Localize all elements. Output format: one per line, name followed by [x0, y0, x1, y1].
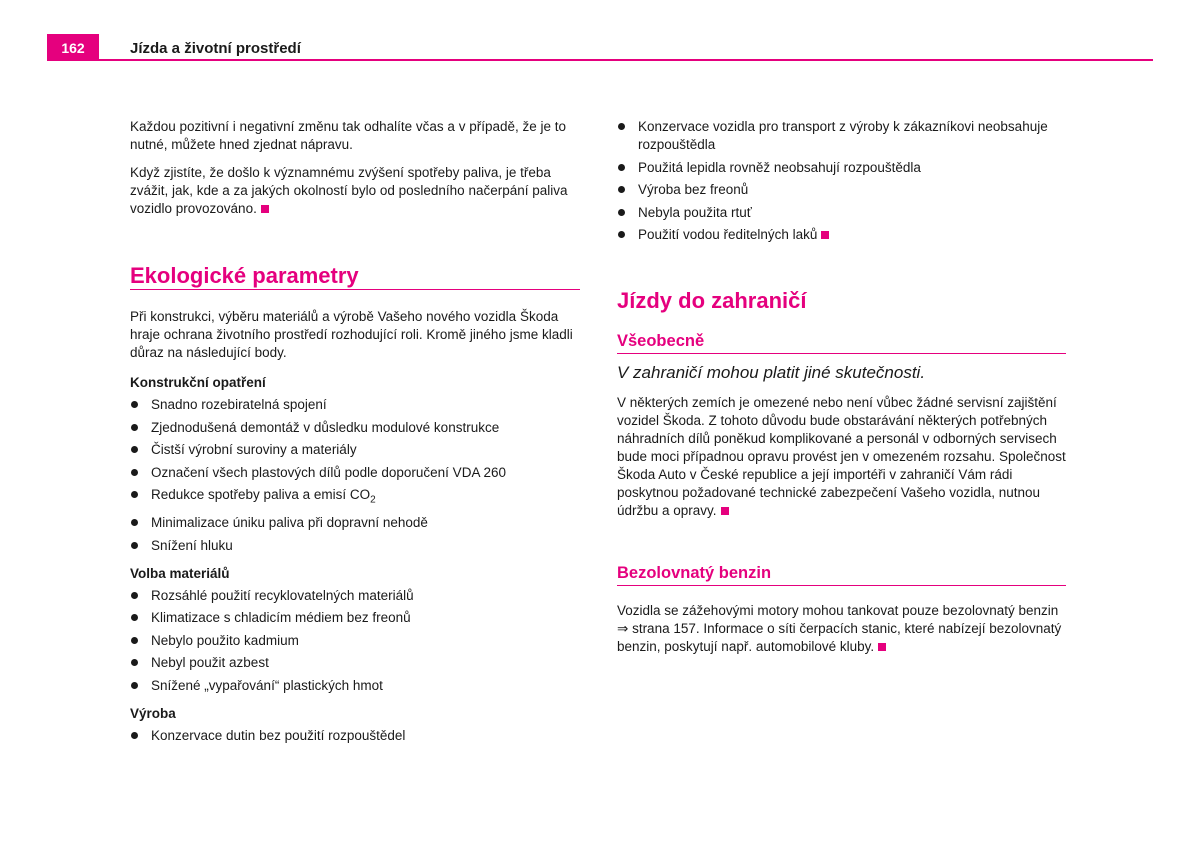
- right-column: [617, 118, 1066, 666]
- list-item: Nebylo použito kadmium: [130, 632, 580, 650]
- general-lead: V zahraničí mohou platit jiné skutečnosti.: [617, 363, 926, 382]
- arrow-icon: ⇒: [617, 621, 629, 636]
- left-column: [130, 118, 580, 749]
- ecology-intro: Při konstrukci, výběru materiálů a výrobě Vašeho nového vozidla Škoda hraje ochrana životního prostředí rozhodující roli. Kromě jiného jsme kladli důraz na následující body.: [130, 309, 573, 360]
- page-title: Jízda a životní prostředí: [130, 40, 301, 57]
- section-title-ecology: Ekologické parametry: [130, 267, 580, 290]
- production-list: [130, 727, 580, 745]
- group-title-production: Výroba: [130, 705, 176, 721]
- section-title-abroad: Jízdy do zahraničí: [617, 288, 807, 313]
- list-item: Zjednodušená demontáž v důsledku modulové konstrukce: [130, 419, 580, 437]
- list-item: Snížení hluku: [130, 537, 580, 555]
- list-item: Klimatizace s chladicím médiem bez freonů: [130, 609, 580, 627]
- list-item: Rozsáhlé použití recyklovatelných materiálů: [130, 587, 580, 605]
- list-item: Snížené „vypařování“ plastických hmot: [130, 677, 580, 695]
- section-end-mark: [261, 205, 269, 213]
- page-number: 162: [47, 34, 99, 60]
- list-item: Minimalizace úniku paliva při dopravní nehodě: [130, 514, 580, 532]
- subsection-title-general: Všeobecně: [617, 332, 1066, 354]
- list-item: Označení všech plastových dílů podle doporučení VDA 260: [130, 464, 580, 482]
- group-title-construction: Konstrukční opatření: [130, 375, 266, 390]
- group-title-materials: Volba materiálů: [130, 565, 230, 581]
- list-item: Konzervace vozidla pro transport z výroby k zákazníkovi neobsahuje rozpouštědla: [617, 118, 1066, 154]
- list-item: Použití vodou ředitelných laků: [617, 226, 1066, 244]
- list-item: Nebyl použit azbest: [130, 654, 580, 672]
- list-item: Výroba bez freonů: [617, 181, 1066, 199]
- header-rule: [47, 59, 1153, 61]
- general-text: V některých zemích je omezené nebo není vůbec žádné servisní zajištění vozidel Škoda. Z tohoto důvodu bude obstarávání některých potřebných náhradních dílů poněkud komplikované a personál v odborných servisech bude moci případnou opravu provést jen v omezeném rozsahu. Společnost Škoda Auto v České republice a její importéři v zahraničí Vám rádi poskytnou požadované technické zabezpečení Vašeho vozidla, nutnou údržbu a opravy.: [617, 395, 1066, 518]
- subsection-title-unleaded: Bezolovnatý benzin: [617, 564, 1066, 586]
- list-item: Použitá lepidla rovněž neobsahují rozpouštědla: [617, 159, 1066, 177]
- unleaded-text: Vozidla se zážehovými motory mohou tankovat pouze bezolovnatý benzin ⇒ strana 157. Informace o síti čerpacích stanic, které nabízejí bezolovnatý benzin, poskytují např. automobilové kluby.: [617, 603, 1062, 654]
- intro-paragraph-1: Každou pozitivní i negativní změnu tak odhalíte včas a v případě, že je to nutné, můžete hned zjednat nápravu.: [130, 119, 567, 152]
- materials-list: [130, 587, 580, 695]
- intro-paragraph-2: Když zjistíte, že došlo k významnému zvýšení spotřeby paliva, je třeba zvážit, jak, kde a za jakých okolností bylo od posledního načerpání paliva vozidlo provozováno.: [130, 165, 568, 216]
- list-item: Snadno rozebiratelná spojení: [130, 396, 580, 414]
- list-item: Nebyla použita rtuť: [617, 204, 1066, 222]
- section-end-mark: [878, 643, 886, 651]
- list-item: Čistší výrobní suroviny a materiály: [130, 441, 580, 459]
- construction-list: [130, 396, 580, 555]
- section-end-mark: [721, 507, 729, 515]
- section-end-mark: [821, 231, 829, 239]
- production-list-continued: [617, 118, 1066, 244]
- list-item: Konzervace dutin bez použití rozpouštědel: [130, 727, 580, 745]
- list-item: Redukce spotřeby paliva a emisí $CO_2$: [130, 486, 580, 510]
